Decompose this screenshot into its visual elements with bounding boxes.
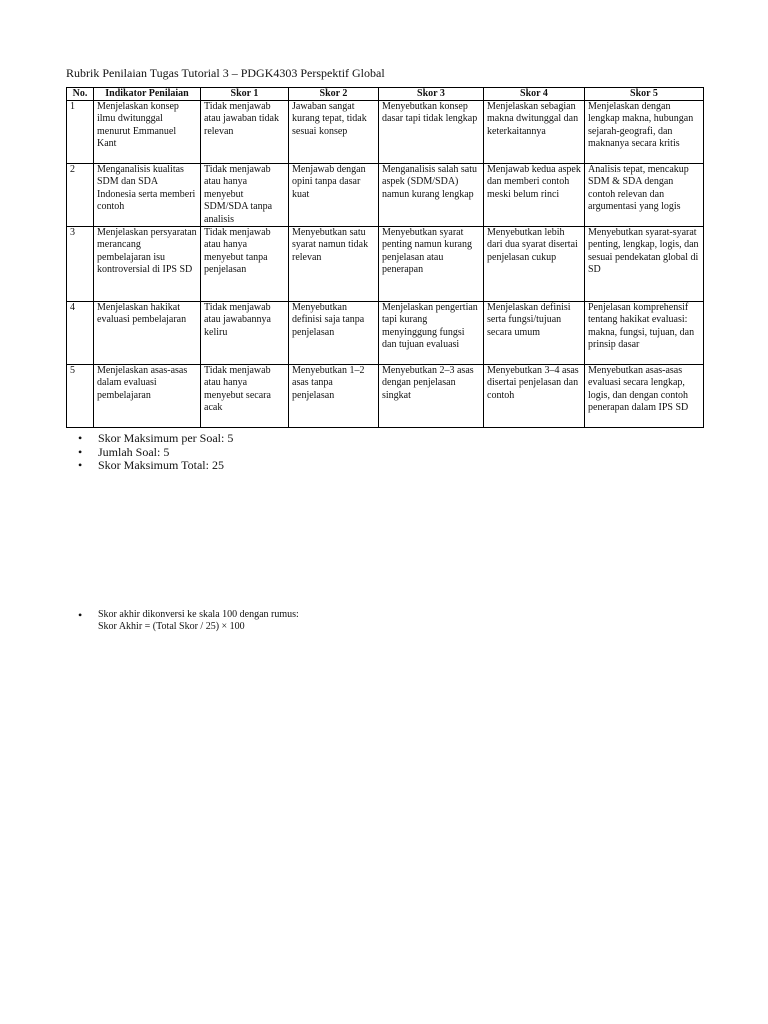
row-number: 1 [67,101,94,164]
score-5-cell: Menyebutkan asas-asas evaluasi secara lengkap, logis, dan dengan contoh penerapan dalam IPS SD [585,365,704,428]
score-4-cell: Menjawab kedua aspek dan memberi contoh meski belum rinci [484,164,585,227]
score-3-cell: Menyebutkan syarat penting namun kurang penjelasan atau penerapan [379,227,484,302]
table-row [67,227,704,302]
indicator-cell: Menganalisis kualitas SDM dan SDA Indonesia serta memberi contoh [94,164,201,227]
header-score-2: Skor 2 [289,88,379,101]
document-title: Rubrik Penilaian Tugas Tutorial 3 – PDGK4303 Perspektif Global [66,66,385,80]
list-item [78,609,299,633]
table-row [67,302,704,365]
score-1-cell: Tidak menjawab atau jawaban tidak relevan [201,101,289,164]
score-5-cell: Menyebutkan syarat-syarat penting, lengkap, logis, dan sesuai pendekatan global di SD [585,227,704,302]
list-item: • Skor Maksimum per Soal: 5 [78,432,233,446]
header-no: No. [67,88,94,101]
list-item: • Skor Maksimum Total: 25 [78,459,233,473]
score-2-cell: Menyebutkan 1–2 asas tanpa penjelasan [289,365,379,428]
table-row [67,164,704,227]
score-3-cell: Menyebutkan konsep dasar tapi tidak lengkap [379,101,484,164]
conversion-note-list [78,609,299,633]
score-5-cell: Analisis tepat, mencakup SDM & SDA dengan contoh relevan dan argumentasi yang logis [585,164,704,227]
score-4-cell: Menjelaskan definisi serta fungsi/tujuan secara umum [484,302,585,365]
indicator-cell: Menjelaskan persyaratan merancang pembelajaran isu kontroversial di IPS SD [94,227,201,302]
score-2-cell: Jawaban sangat kurang tepat, tidak sesuai konsep [289,101,379,164]
indicator-cell: Menjelaskan konsep ilmu dwitunggal menurut Emmanuel Kant [94,101,201,164]
score-1-cell: Tidak menjawab atau hanya menyebut SDM/SDA tanpa analisis [201,164,289,227]
indicator-cell: Menjelaskan asas-asas dalam evaluasi pembelajaran [94,365,201,428]
header-score-4: Skor 4 [484,88,585,101]
row-number: 2 [67,164,94,227]
score-1-cell: Tidak menjawab atau hanya menyebut secara acak [201,365,289,428]
header-score-1: Skor 1 [201,88,289,101]
indicator-cell: Menjelaskan hakikat evaluasi pembelajaran [94,302,201,365]
rubric-table [66,87,704,428]
score-3-cell: Menjelaskan pengertian tapi kurang menyinggung fungsi dan tujuan evaluasi [379,302,484,365]
score-2-cell: Menyebutkan definisi saja tanpa penjelasan [289,302,379,365]
score-3-cell: Menyebutkan 2–3 asas dengan penjelasan singkat [379,365,484,428]
header-row [67,88,704,101]
table-row [67,101,704,164]
row-number: 5 [67,365,94,428]
header-score-5: Skor 5 [585,88,704,101]
list-item: • Jumlah Soal: 5 [78,446,233,460]
score-3-cell: Menganalisis salah satu aspek (SDM/SDA) namun kurang lengkap [379,164,484,227]
conversion-note: • Skor akhir dikonversi ke skala 100 dengan rumus: [98,609,299,620]
score-2-cell: Menjawab dengan opini tanpa dasar kuat [289,164,379,227]
score-5-cell: Penjelasan komprehensif tentang hakikat evaluasi: makna, fungsi, tujuan, dan prinsip dasar [585,302,704,365]
score-4-cell: Menjelaskan sebagian makna dwitunggal dan keterkaitannya [484,101,585,164]
table-row [67,365,704,428]
header-indicator: Indikator Penilaian [94,88,201,101]
score-4-cell: Menyebutkan lebih dari dua syarat disertai penjelasan cukup [484,227,585,302]
row-number: 4 [67,302,94,365]
header-score-3: Skor 3 [379,88,484,101]
score-1-cell: Tidak menjawab atau jawabannya keliru [201,302,289,365]
score-summary-list [78,432,233,473]
row-number: 3 [67,227,94,302]
score-2-cell: Menyebutkan satu syarat namun tidak relevan [289,227,379,302]
conversion-formula: Skor Akhir = (Total Skor / 25) × 100 [98,621,245,632]
score-1-cell: Tidak menjawab atau hanya menyebut tanpa penjelasan [201,227,289,302]
score-5-cell: Menjelaskan dengan lengkap makna, hubungan sejarah-geografi, dan maknanya secara kritis [585,101,704,164]
score-4-cell: Menyebutkan 3–4 asas disertai penjelasan dan contoh [484,365,585,428]
